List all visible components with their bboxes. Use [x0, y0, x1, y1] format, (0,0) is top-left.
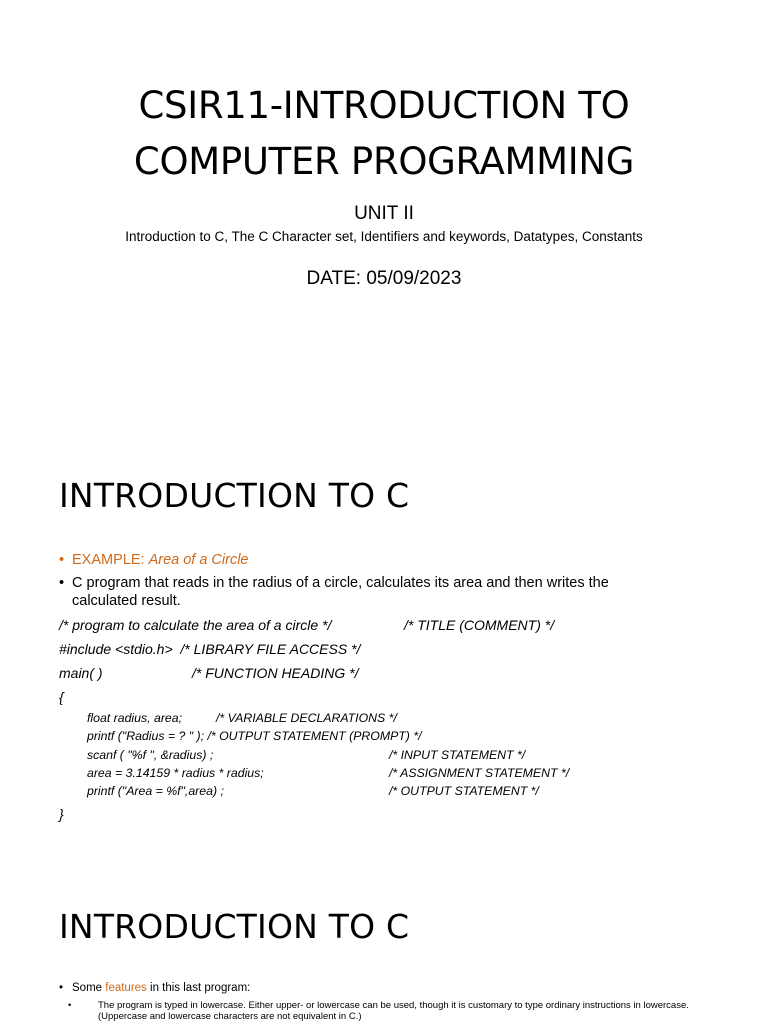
code-include-line: #include <stdio.h> /* LIBRARY FILE ACCESS */	[59, 641, 361, 657]
intro-to-c-slide-2	[0, 864, 768, 1024]
title-slide	[0, 0, 768, 432]
code-float-line: float radius, area;	[87, 711, 183, 725]
code-area-note: /* ASSIGNMENT STATEMENT */	[389, 766, 570, 780]
code-printf-prompt-line: printf ("Radius = ? " ); /* OUTPUT STATEMENT (PROMPT) */	[87, 729, 422, 743]
bullet-description	[59, 574, 699, 610]
code-printf-area-note: /* OUTPUT STATEMENT */	[389, 784, 539, 798]
main-title-line-2: COMPUTER PROGRAMMING	[133, 140, 635, 183]
bullet-features	[59, 982, 250, 994]
topics-subtitle: Introduction to C, The C Character set, Identifiers and keywords, Datatypes, Constants	[125, 229, 643, 244]
code-float-note: /* VARIABLE DECLARATIONS */	[216, 711, 397, 725]
code-printf-area-line: printf ("Area = %f",area) ;	[87, 784, 224, 798]
bullet-features-text	[72, 982, 250, 994]
code-comment-note: /* TITLE (COMMENT) */	[404, 617, 555, 633]
bullet-dot: •	[59, 982, 64, 994]
bullet-example	[59, 551, 699, 569]
code-scanf-line: scanf ( "%f ", &radius) ;	[87, 748, 214, 762]
code-area-line: area = 3.14159 * radius * radius;	[87, 766, 264, 780]
bullet-dot: •	[59, 575, 65, 591]
date-label: DATE: 05/09/2023	[306, 268, 462, 289]
slide-heading: INTRODUCTION TO C	[59, 476, 410, 515]
bullet-description-text	[72, 574, 699, 610]
bullet-example-text	[72, 551, 699, 569]
code-open-brace: {	[59, 689, 64, 705]
code-comment-line: /* program to calculate the area of a circle */	[59, 617, 332, 633]
intro-to-c-slide-1	[0, 432, 768, 864]
bullet-dot: •	[59, 552, 65, 568]
example-title: Area of a Circle	[148, 552, 249, 568]
code-scanf-note: /* INPUT STATEMENT */	[389, 748, 526, 762]
sub-bullet-lowercase-text: The program is typed in lowercase. Either upper- or lowercase can be used, though it is customary to type ordinary instructions in lowercase. (Uppercase and lowercase characters are not equivalent in C.)	[98, 1000, 689, 1022]
slide-heading: INTRODUCTION TO C	[59, 907, 410, 946]
sub-bullet-lowercase	[68, 1000, 713, 1022]
code-close-brace: }	[59, 806, 64, 822]
main-title-line-1: CSIR11-INTRODUCTION TO	[138, 84, 630, 127]
unit-label: UNIT II	[354, 203, 414, 224]
example-label: EXAMPLE:	[72, 552, 149, 568]
code-main-note: /* FUNCTION HEADING */	[192, 665, 359, 681]
sub-bullet-dot: •	[68, 1000, 72, 1011]
features-pre: Some	[72, 982, 106, 994]
main-title	[0, 78, 768, 190]
features-post: in this last program:	[146, 982, 251, 994]
description-line-2: calculated result.	[72, 593, 181, 609]
features-highlight: features	[105, 982, 147, 994]
description-line-1: C program that reads in the radius of a circle, calculates its area and then writes the	[72, 575, 609, 591]
code-main-line: main( )	[59, 665, 103, 681]
